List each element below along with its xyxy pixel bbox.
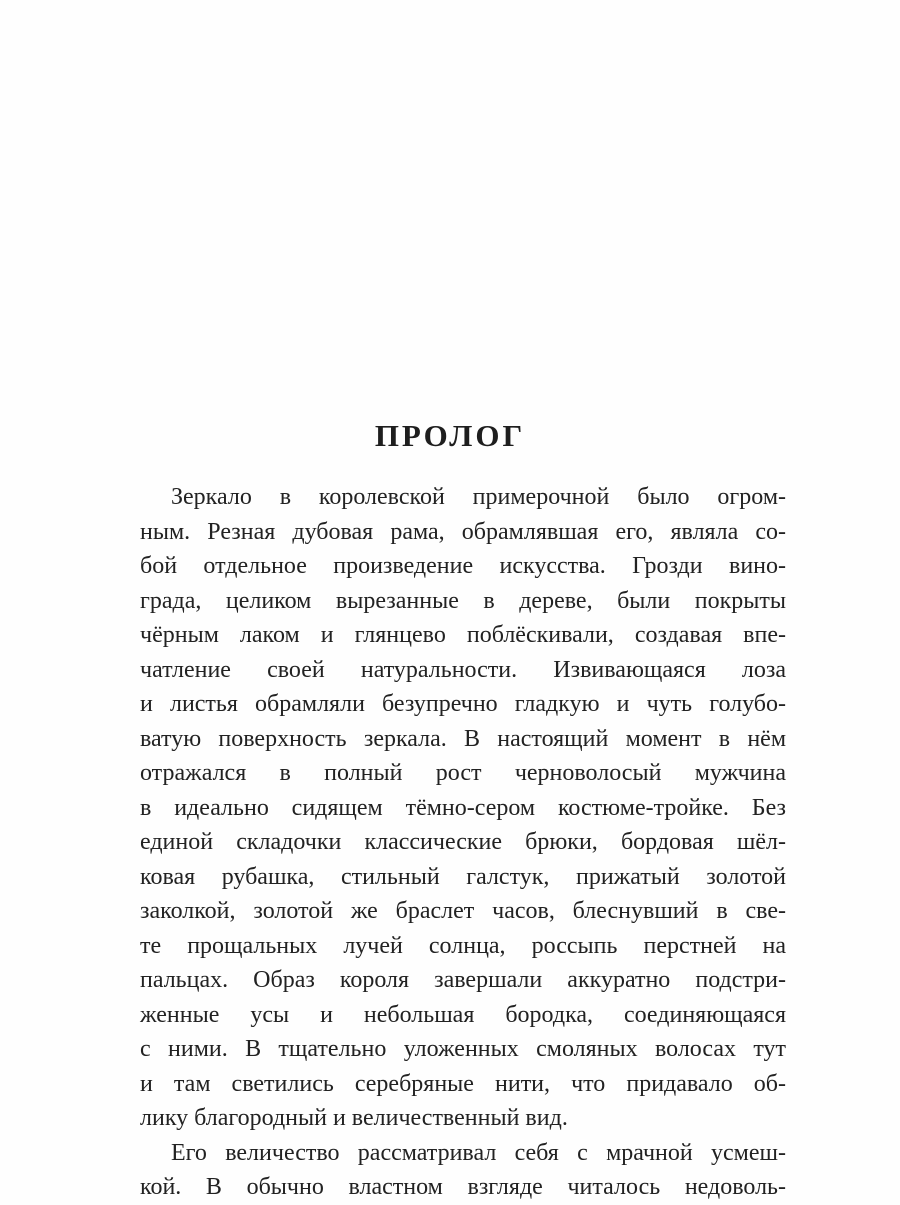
text-line: лику благородный и величественный вид.: [140, 1105, 568, 1131]
text-line: чёрным лаком и глянцево поблёскивали, создавая впе-: [140, 622, 786, 648]
text-line: града, целиком вырезанные в дереве, были покрыты: [140, 587, 786, 614]
text-line: и там светились серебряные нити, что придавало об-: [140, 1070, 786, 1097]
text-line: заколкой, золотой же браслет часов, блеснувший в све-: [140, 898, 786, 924]
body-text: [140, 480, 786, 1205]
text-line: ным. Резная дубовая рама, обрамлявшая его, являла со-: [140, 518, 786, 545]
chapter-title: ПРОЛОГ: [374, 418, 526, 453]
text-line: чатление своей натуральности. Извивающаяся лоза: [140, 656, 786, 683]
text-line: в идеально сидящем тёмно-сером костюме-тройке. Без: [140, 794, 786, 821]
text-line: единой складочки классические брюки, бордовая шёл-: [140, 829, 786, 855]
text-line: Зеркало в королевской примерочной было огром-: [171, 484, 786, 510]
text-line: пальцах. Образ короля завершали аккуратно подстри-: [140, 967, 786, 993]
text-line: ковая рубашка, стильный галстук, прижатый золотой: [140, 863, 786, 890]
text-line: бой отдельное произведение искусства. Грозди вино-: [140, 553, 786, 579]
text-line: женные усы и небольшая бородка, соединяющаяся: [140, 1001, 786, 1028]
text-line: и листья обрамляли безупречно гладкую и чуть голубо-: [140, 691, 786, 717]
text-line: те прощальных лучей солнца, россыпь перстней на: [140, 932, 786, 959]
text-line: кой. В обычно властном взгляде читалось недоволь-: [140, 1174, 786, 1200]
text-line: отражался в полный рост черноволосый мужчина: [140, 760, 786, 786]
text-line: Его величество рассматривал себя с мрачной усмеш-: [171, 1139, 786, 1166]
text-line: ватую поверхность зеркала. В настоящий момент в нём: [140, 725, 786, 752]
text-line: с ними. В тщательно уложенных смоляных волосах тут: [140, 1036, 786, 1062]
